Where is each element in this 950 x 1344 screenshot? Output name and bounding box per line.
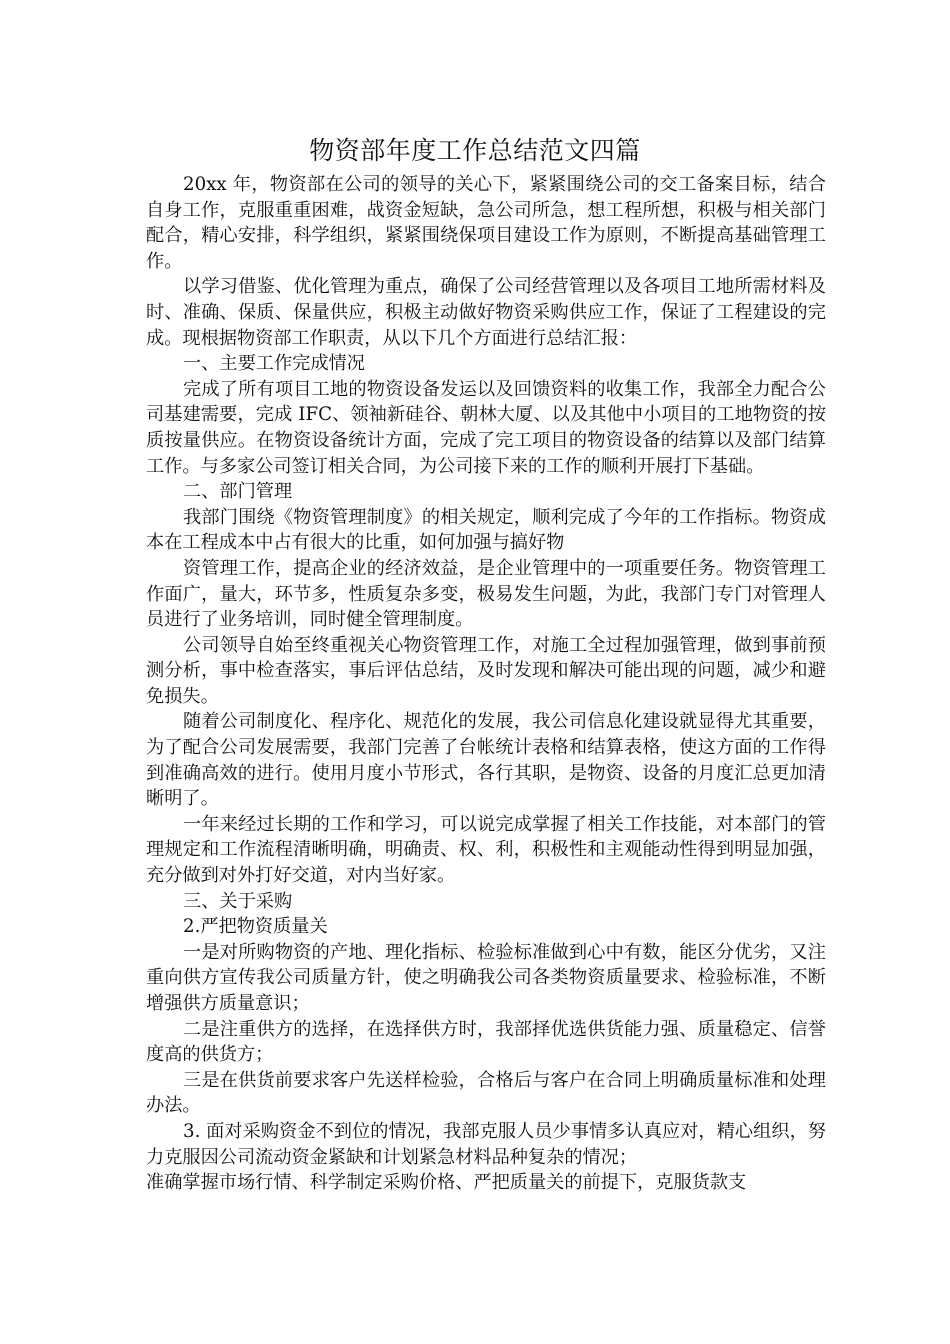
document-body	[146, 172, 826, 1196]
paragraph-main-work: 完成了所有项目工地的物资设备发运以及回馈资料的收集工作，我部全力配合公司基建需要，完成 IFC、领袖新硅谷、朝林大厦、以及其他中小项目的工地物资的按质按量供应。在物资设备统计方面，完成了完工项目的物资设备的结算以及部门结算工作。与多家公司签订相关合同，为公司接下来的工作的顺利开展打下基础。	[146, 378, 826, 477]
section-heading-main-work: 一、主要工作完成情况	[183, 353, 365, 375]
document-title: 物资部年度工作总结范文四篇	[309, 136, 641, 165]
paragraph-focus: 以学习借鉴、优化管理为重点，确保了公司经营管理以及各项目工地所需材料及时、准确、保质、保量供应，积极主动做好物资采购供应工作，保证了工程建设的完成。现根据物资部工作职责，从以下几个方面进行总结汇报：	[146, 276, 826, 349]
paragraph-management-work: 资管理工作，提高企业的经济效益，是企业管理中的一项重要任务。物资管理工作面广，量大，环节多，性质复杂多变，极易发生问题，为此，我部门专门对管理人员进行了业务培训，同时健全管理制度。	[146, 557, 826, 631]
section-heading-procurement: 三、关于采购	[183, 890, 293, 912]
paragraph-management-rules: 我部门围绕《物资管理制度》的相关规定，顺利完成了今年的工作指标。物资成本在工程成本中占有很大的比重，如何加强与搞好物	[146, 506, 826, 554]
paragraph-market: 准确掌握市场行情、科学制定采购价格、严把质量关的前提下，克服货款支	[146, 1172, 747, 1194]
paragraph-quality-second: 二是注重供方的选择，在选择供方时，我部择优选供货能力强、质量稳定、信誉度高的供货方；	[146, 1018, 826, 1066]
paragraph-quality-third: 三是在供货前要求客户先送样检验，合格后与客户在合同上明确质量标准和处理办法。	[146, 1069, 826, 1117]
paragraph-informatization: 随着公司制度化、程序化、规范化的发展，我公司信息化建设就显得尤其重要，为了配合公司发展需要，我部门完善了台帐统计表格和结算表格，使这方面的工作得到准确高效的进行。使用月度小节形式，各行其职，是物资、设备的月度汇总更加清晰明了。	[146, 711, 826, 810]
paragraph-funding: 3. 面对采购资金不到位的情况，我部克服人员少事情多认真应对，精心组织，努力克服因公司流动资金紧缺和计划紧急材料品种复杂的情况；	[146, 1120, 826, 1168]
paragraph-leadership: 公司领导自始至终重视关心物资管理工作，对施工全过程加强管理，做到事前预测分析，事中检查落实，事后评估总结，及时发现和解决可能出现的问题，减少和避免损失。	[146, 634, 826, 707]
subheading-quality-control: 2.严把物资质量关	[183, 916, 328, 938]
section-heading-department-management: 二、部门管理	[183, 481, 293, 503]
paragraph-year-review: 一年来经过长期的工作和学习，可以说完成掌握了相关工作技能，对本部门的管理规定和工作流程清晰明确，明确责、权、利，积极性和主观能动性得到明显加强，充分做到对外打好交道，对内当好家。	[146, 813, 826, 887]
paragraph-intro: 20xx 年，物资部在公司的领导的关心下，紧紧围绕公司的交工备案目标，结合自身工作，克服重重困难，战资金短缺，急公司所急，想工程所想，积极与相关部门配合，精心安排，科学组织，紧紧围绕保项目建设工作为原则，不断提高基础管理工作。	[146, 174, 826, 272]
paragraph-quality-first: 一是对所购物资的产地、理化指标、检验标准做到心中有数，能区分优劣，又注重向供方宣传我公司质量方针，使之明确我公司各类物资质量要求、检验标准，不断增强供方质量意识；	[146, 941, 826, 1014]
